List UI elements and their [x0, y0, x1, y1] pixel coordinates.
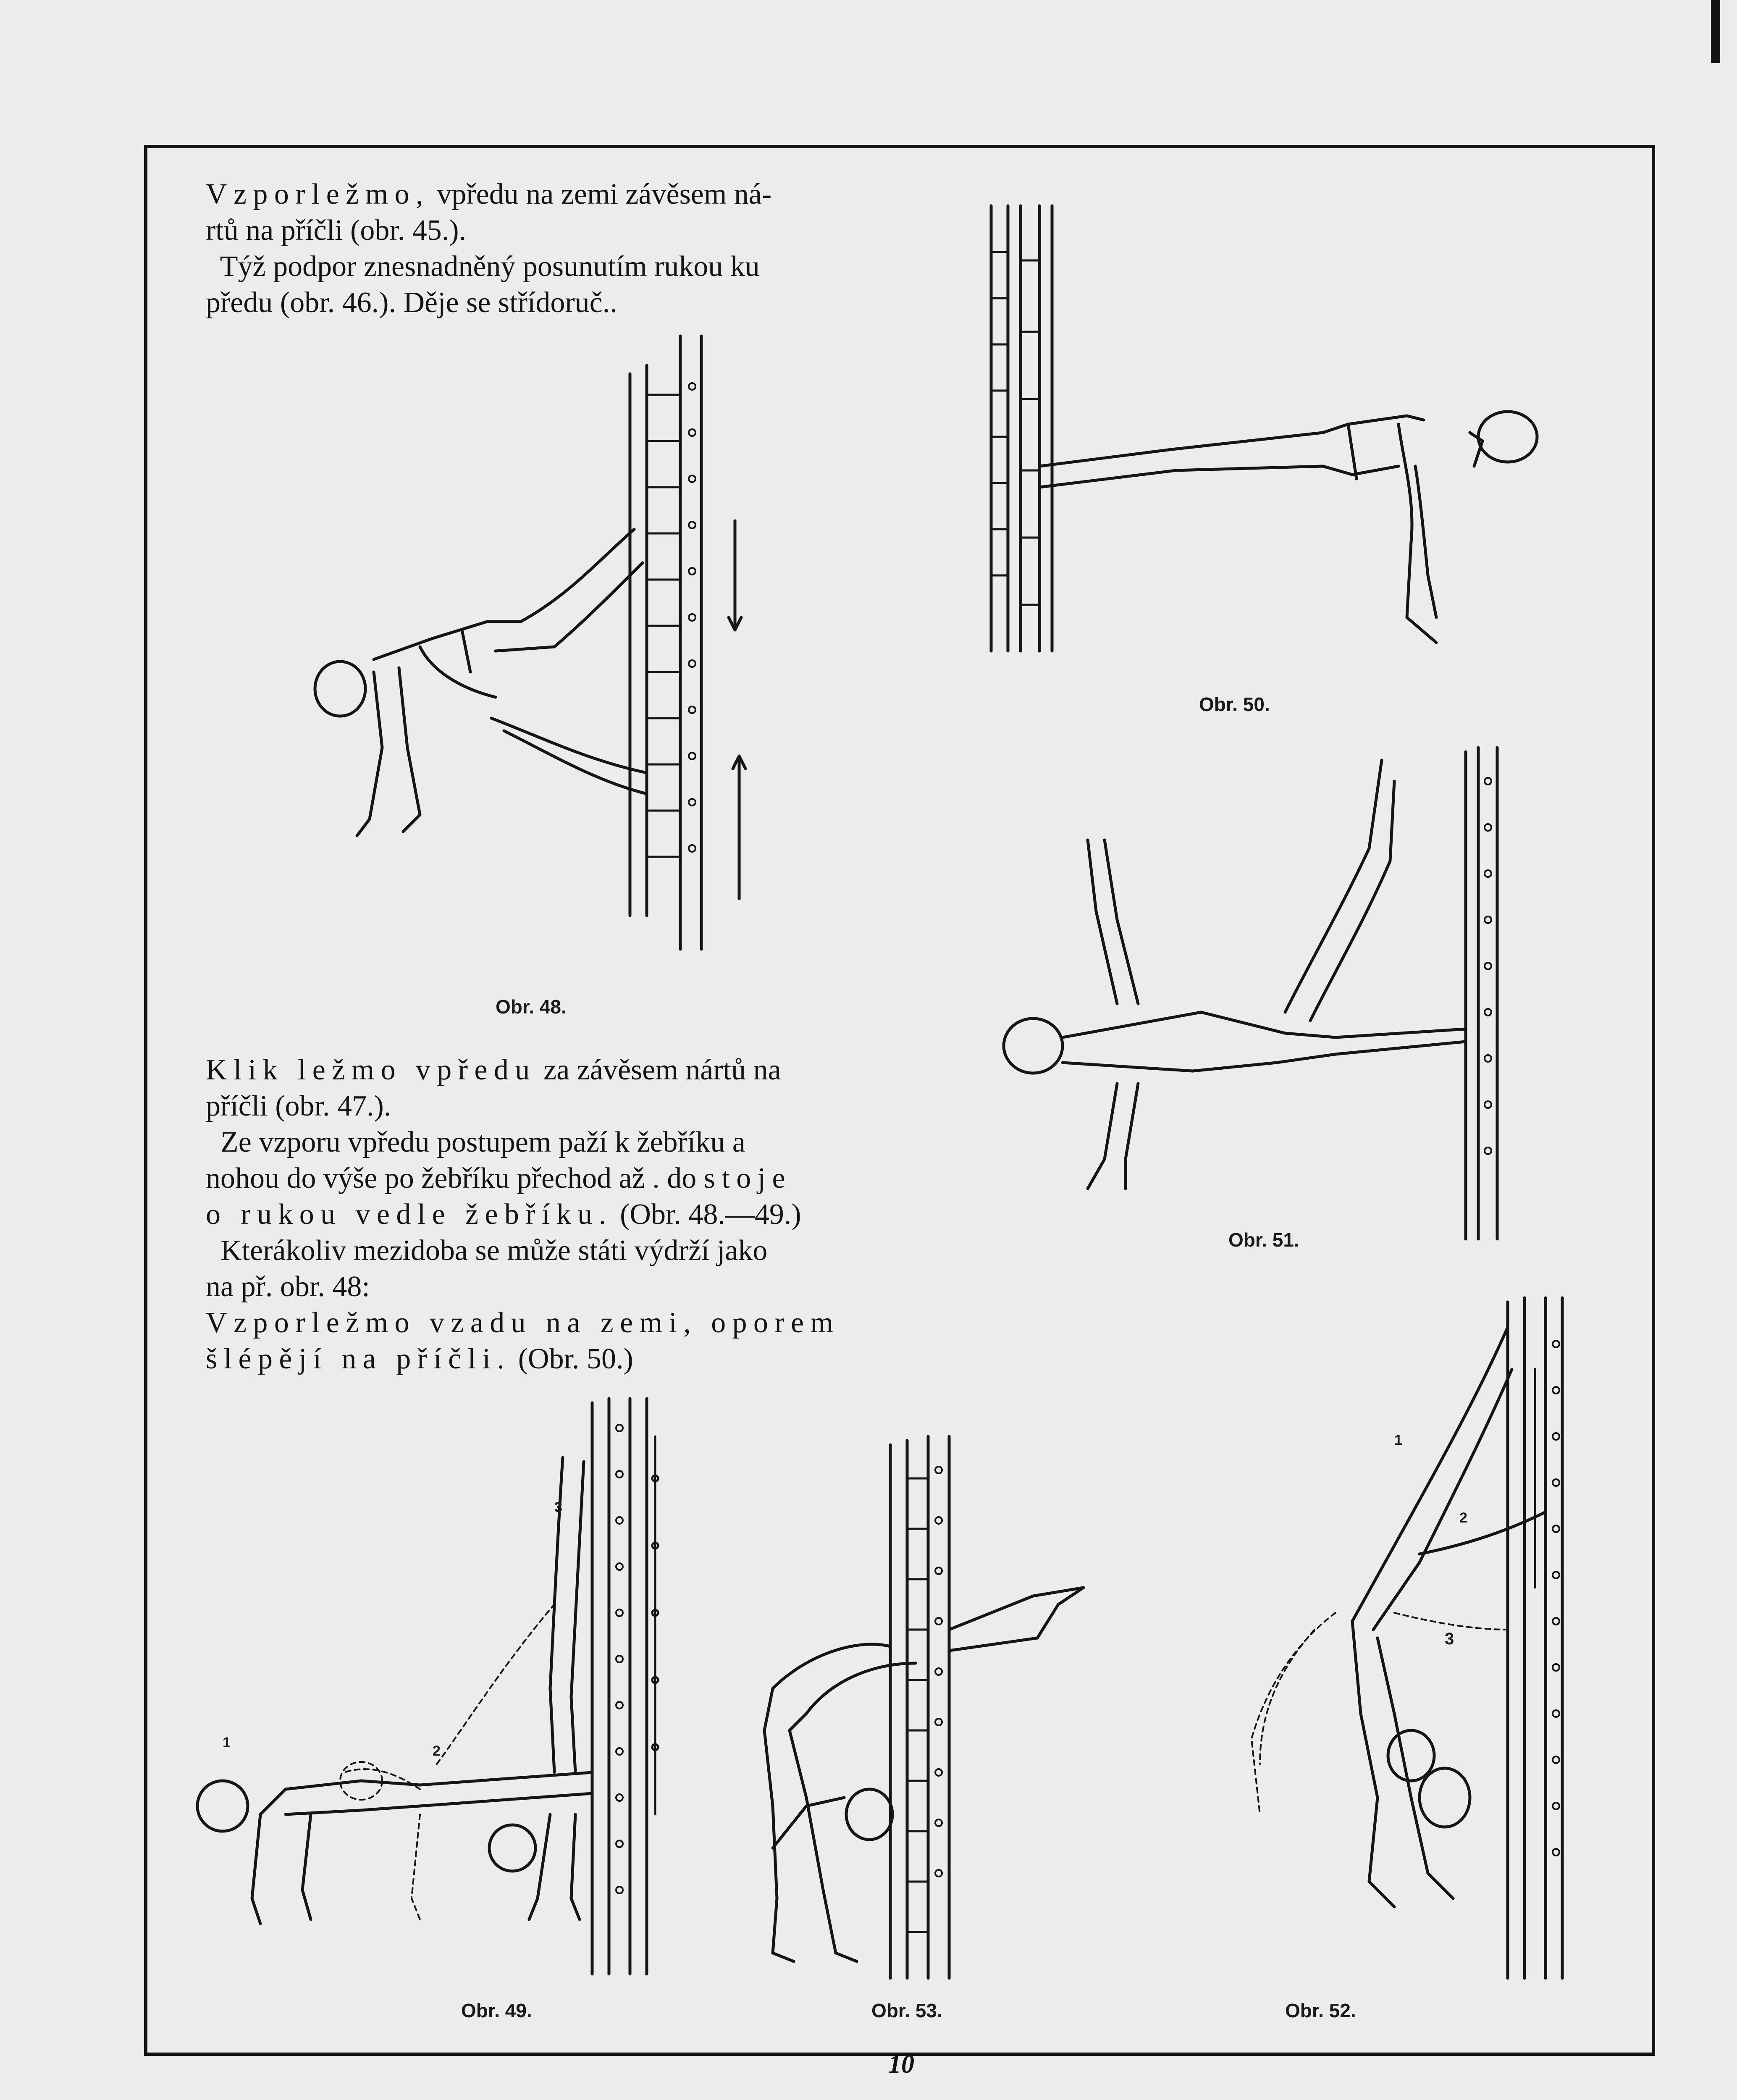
text-run: předu (obr. 46.). Děje se střídoruč.. — [206, 286, 617, 319]
text-run: příčli (obr. 47.). — [206, 1090, 391, 1122]
text-run: rtů na příčli (obr. 45.). — [206, 214, 467, 247]
text-line — [206, 249, 771, 285]
text-run: Ze vzporu vpředu postupem paží k žebříku a — [206, 1126, 745, 1158]
text-line — [206, 176, 771, 213]
caption-obr51: Obr. 51. — [1228, 1229, 1299, 1251]
figure-53-illustration — [739, 1428, 1109, 1987]
figure-51-illustration — [991, 743, 1529, 1256]
text-line — [206, 1052, 840, 1088]
caption-obr48: Obr. 48. — [496, 996, 567, 1018]
spaced-term: Klik ležmo vpředu — [206, 1054, 536, 1086]
spaced-term: o rukou vedle žebříku. — [206, 1198, 613, 1231]
caption-obr52: Obr. 52. — [1285, 2000, 1356, 2021]
figure-52-illustration — [1176, 1294, 1596, 1987]
text-line — [206, 1197, 840, 1233]
text-top — [206, 176, 771, 321]
text-run: za závěsem nártů na — [536, 1054, 781, 1086]
text-run: (Obr. 48.—49.) — [612, 1198, 801, 1231]
text-run: na př. obr. 48: — [206, 1270, 370, 1303]
text-line — [206, 1341, 840, 1377]
scan-edge-mark — [1711, 0, 1720, 63]
text-line — [206, 1160, 840, 1197]
spaced-term: Vzporležmo, — [206, 178, 430, 210]
text-line — [206, 1088, 840, 1124]
text-run: vpředu na zemi závěsem ná- — [429, 178, 772, 210]
text-line — [206, 1124, 840, 1160]
text-middle — [206, 1052, 840, 1377]
text-line — [206, 285, 771, 321]
caption-obr53: Obr. 53. — [871, 2000, 942, 2021]
spaced-term: oporem — [697, 1307, 840, 1339]
page-number: 10 — [888, 2050, 914, 2079]
figure-48-illustration — [294, 328, 790, 983]
text-run: Kterákoliv mezidoba se může státi výdrží jako — [206, 1234, 768, 1267]
text-run: nohou do výše po žebříku přechod až . do — [206, 1162, 704, 1194]
figure-49-illustration — [185, 1394, 722, 1982]
caption-obr50: Obr. 50. — [1199, 693, 1270, 715]
fig52-label-1: 1 — [1394, 1432, 1402, 1448]
fig52-label-2: 2 — [1459, 1510, 1467, 1526]
spaced-term: šlépějí na příčli. — [206, 1343, 511, 1375]
text-line — [206, 213, 771, 249]
fig49-label-3: 3 — [554, 1499, 562, 1515]
fig49-label-1: 1 — [223, 1735, 231, 1751]
caption-obr49: Obr. 49. — [461, 2000, 532, 2021]
fig49-label-2: 2 — [433, 1743, 441, 1759]
spaced-term: Vzporležmo vzadu na zemi, — [206, 1307, 698, 1339]
fig52-label-3: 3 — [1445, 1630, 1454, 1648]
text-line — [206, 1269, 840, 1305]
spaced-term: stoje — [703, 1162, 792, 1194]
text-run: Týž podpor znesnadněný posunutím rukou ku — [206, 250, 760, 283]
text-line — [206, 1305, 840, 1341]
figure-50-illustration — [979, 197, 1575, 685]
text-line — [206, 1233, 840, 1269]
text-run: (Obr. 50.) — [511, 1343, 633, 1375]
